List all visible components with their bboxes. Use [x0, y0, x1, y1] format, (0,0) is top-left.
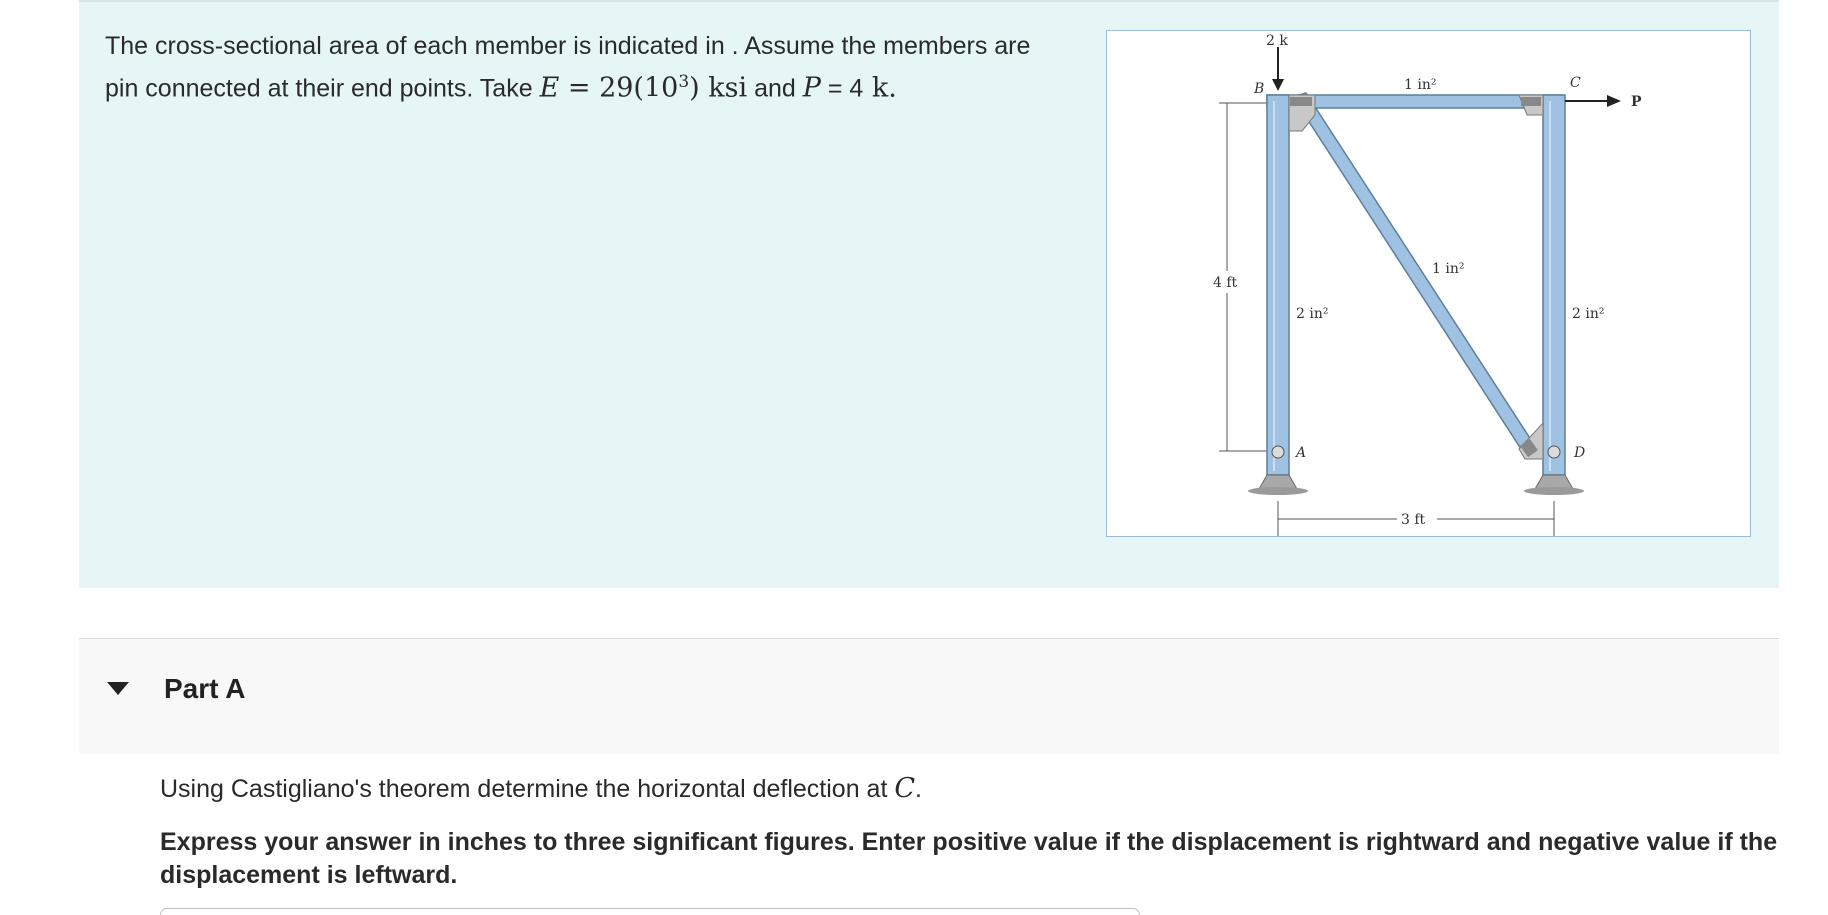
problem-text	[105, 28, 1105, 106]
part-a-header[interactable]	[79, 638, 1779, 754]
truss-diagram	[1107, 31, 1750, 536]
support-d	[1535, 475, 1573, 489]
left-column-area-label: 2 in²	[1296, 306, 1329, 322]
vertical-load-label: 2 k	[1266, 33, 1288, 49]
support-a-base	[1248, 487, 1308, 495]
bolts-c	[1521, 97, 1541, 106]
question-suffix: .	[915, 775, 922, 803]
pin-d	[1548, 446, 1560, 458]
pin-a	[1272, 446, 1284, 458]
support-d-base	[1524, 487, 1584, 495]
diagonal-member	[1293, 93, 1535, 452]
node-a-label: A	[1296, 445, 1307, 461]
horizontal-load-label: P	[1631, 94, 1642, 110]
problem-statement-panel	[79, 0, 1779, 588]
right-column-area-label: 2 in²	[1572, 306, 1605, 322]
width-dimension-label: 3 ft	[1401, 512, 1426, 528]
load-unit: k.	[863, 72, 897, 104]
answer-instruction: Express your answer in inches to three significant figures. Enter positive value if the displacement is rightward and negative value if the displacement is leftward.	[160, 828, 1778, 889]
truss-figure	[1106, 30, 1751, 537]
node-d-label: D	[1574, 445, 1586, 461]
node-c-label: C	[1570, 75, 1581, 91]
right-column-member	[1543, 95, 1565, 475]
bolts-b	[1290, 97, 1312, 106]
left-column-member	[1267, 95, 1289, 475]
question-symbol: C	[894, 773, 916, 804]
problem-line-2-prefix: pin connected at their end points. Take	[105, 74, 540, 103]
node-b-label: B	[1254, 81, 1265, 97]
horizontal-load-arrowhead	[1607, 95, 1621, 107]
modulus-symbol: E	[539, 72, 560, 104]
collapse-caret-icon[interactable]	[107, 682, 129, 695]
question-text: Using Castigliano's theorem determine the horizontal deflection at	[160, 775, 895, 803]
part-a-question	[160, 773, 922, 804]
top-member-area-label: 1 in²	[1404, 77, 1437, 93]
modulus-unit: ) ksi	[689, 72, 748, 104]
problem-line-1: The cross-sectional area of each member is indicated in . Assume the members are	[105, 32, 1031, 60]
load-symbol: P	[802, 72, 821, 104]
and-text: and	[747, 74, 803, 103]
support-a	[1259, 475, 1297, 489]
vertical-load-arrowhead	[1272, 79, 1284, 91]
load-value: = 4	[820, 74, 864, 103]
height-dimension-label: 4 ft	[1213, 275, 1238, 291]
modulus-exponent: 3	[678, 72, 690, 92]
part-a-title: Part A	[164, 673, 246, 704]
diagonal-member-area-label: 1 in²	[1432, 261, 1465, 277]
modulus-value: = 29(10	[559, 72, 679, 104]
answer-input-box[interactable]	[160, 908, 1140, 915]
